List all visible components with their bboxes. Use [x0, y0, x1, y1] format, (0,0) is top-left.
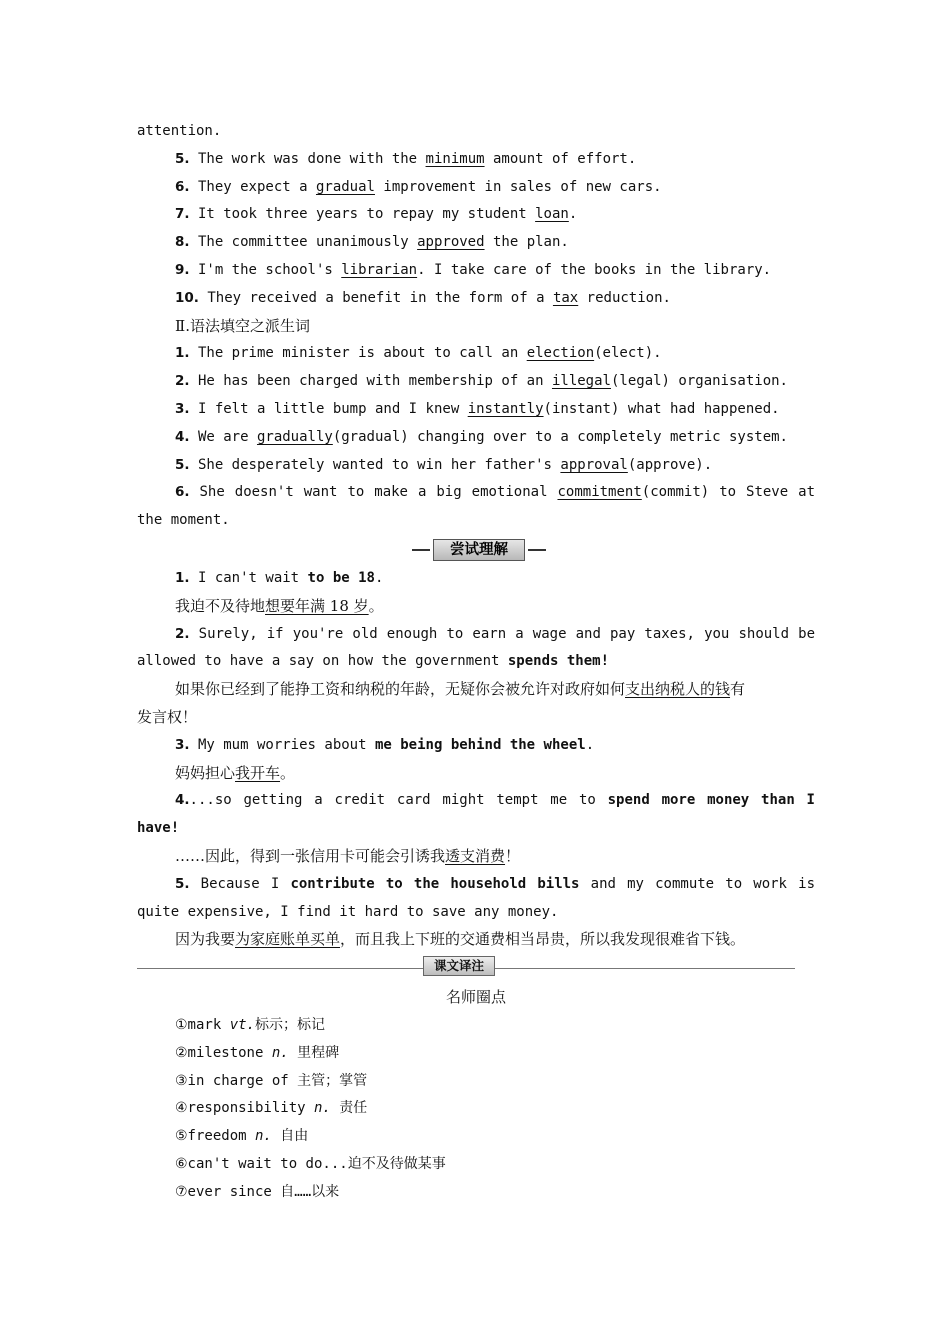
answer-blank: tax	[552, 289, 579, 306]
section-banner-understanding	[137, 535, 815, 565]
banner-label: 课文译注	[423, 956, 495, 976]
note-item: ⑦ever since 自……以来	[175, 1183, 340, 1200]
note-item: ④responsibility n. 责任	[175, 1100, 368, 1117]
vocab-item: 7. It took three years to repay my student loan.	[175, 206, 578, 223]
answer-blank: gradually	[256, 428, 333, 445]
grammar-item: 5. She desperately wanted to win her father's approval(approve).	[175, 456, 713, 473]
sentence-cn-continuation: 发言权！	[137, 707, 198, 726]
grammar-item: 3. I felt a little bump and I knew instantly(instant) what had happened.	[175, 400, 780, 417]
sentence-en: 1. I can't wait to be 18.	[175, 569, 384, 586]
answer-blank: illegal	[551, 373, 611, 390]
answer-blank: loan	[535, 206, 569, 223]
answer-blank: approved	[417, 234, 485, 251]
note-item: ①mark vt.标示；标记	[175, 1016, 325, 1033]
sentence-cn: 妈妈担心我开车。	[175, 763, 296, 782]
sentence-en: 4....so getting a credit card might tempt me to spend more money than I	[175, 792, 815, 809]
answer-blank: instantly	[467, 400, 544, 417]
grammar-item-continuation: the moment.	[137, 512, 230, 529]
sentence-en: 3. My mum worries about me being behind the wheel.	[175, 736, 595, 753]
notes-title: 名师圈点	[445, 988, 506, 1007]
grammar-item: 6. She doesn't want to make a big emotional commitment(commit) to Steve at	[175, 484, 815, 501]
sentence-en-continuation: allowed to have a say on how the government spends them!	[137, 653, 610, 670]
sentence-cn: 如果你已经到了能挣工资和纳税的年龄，无疑你会被允许对政府如何支出纳税人的钱有	[175, 680, 746, 699]
vocab-item: 5. The work was done with the minimum amount of effort.	[175, 150, 637, 167]
grammar-item: 2. He has been charged with membership of an illegal(legal) organisation.	[175, 373, 788, 390]
note-item: ③in charge of 主管；掌管	[175, 1072, 368, 1089]
sentence-en: 2. Surely, if you're old enough to earn a wage and pay taxes, you should be	[175, 625, 815, 642]
banner-label: 尝试理解	[433, 539, 525, 561]
answer-blank: minimum	[425, 150, 485, 167]
vocab-line-continuation: attention.	[137, 123, 222, 139]
grammar-item: 1. The prime minister is about to call an election(elect).	[175, 345, 662, 362]
vocab-item: 6. They expect a gradual improvement in sales of new cars.	[175, 178, 662, 195]
sentence-cn: 我迫不及待地想要年满 18 岁。	[175, 596, 384, 615]
section-banner-notes	[137, 954, 815, 984]
sentence-cn: ……因此，得到一张信用卡可能会引诱我透支消费！	[175, 846, 521, 865]
sentence-cn: 因为我要为家庭账单买单，而且我上下班的交通费相当昂贵，所以我发现很难省下钱。	[175, 930, 746, 949]
answer-blank: commitment	[557, 484, 642, 501]
answer-blank: gradual	[315, 178, 375, 195]
vocab-item: 9. I'm the school's librarian. I take care of the books in the library.	[175, 261, 772, 278]
answer-blank: approval	[560, 456, 628, 473]
note-item: ⑥can't wait to do...迫不及待做某事	[175, 1155, 446, 1172]
sentence-en-continuation: have!	[137, 820, 180, 837]
section-heading: Ⅱ.语法填空之派生词	[175, 316, 310, 335]
vocab-item: 10. They received a benefit in the form of a tax reduction.	[175, 289, 671, 306]
note-item: ⑤freedom n. 自由	[175, 1128, 309, 1145]
document-page	[137, 118, 815, 1206]
answer-blank: election	[526, 345, 595, 362]
note-item: ②milestone n. 里程碑	[175, 1044, 340, 1061]
vocab-item: 8. The committee unanimously approved the plan.	[175, 234, 569, 251]
grammar-item: 4. We are gradually(gradual) changing over to a completely metric system.	[175, 428, 788, 445]
sentence-en: 5. Because I contribute to the household bills and my commute to work is	[175, 875, 815, 892]
sentence-en-continuation: quite expensive, I find it hard to save any money.	[137, 903, 559, 920]
answer-blank: librarian	[341, 261, 418, 278]
